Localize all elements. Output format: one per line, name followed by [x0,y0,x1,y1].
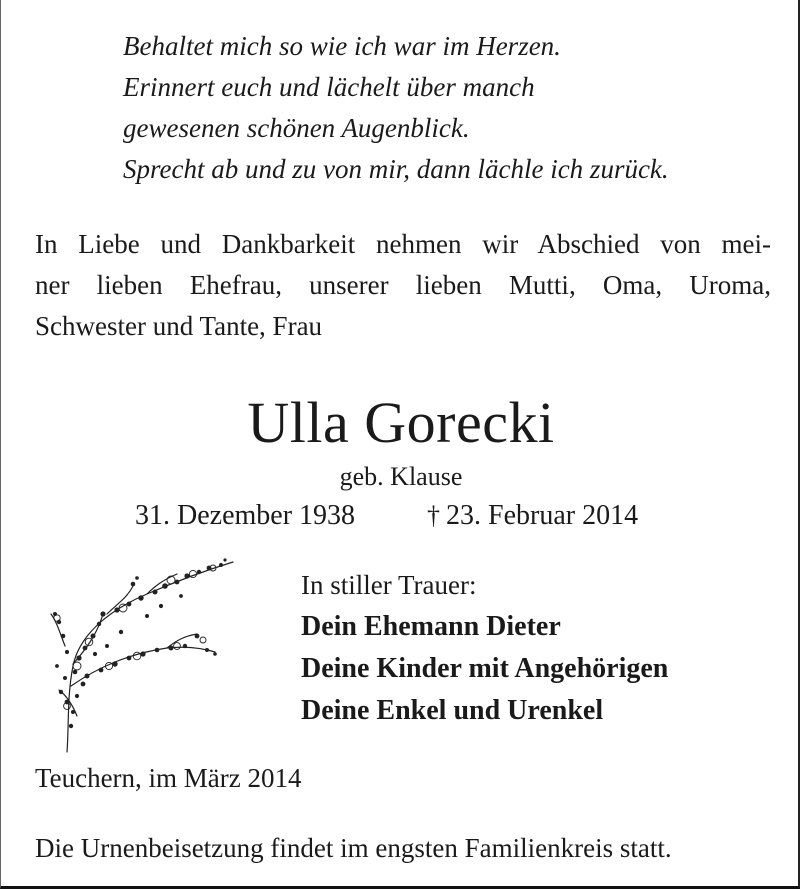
memorial-poem [123,26,763,190]
death-date: 23. Februar 2014 [446,500,639,531]
poem-line: Sprecht ab und zu von mir, dann lächle ich zurück. [123,154,669,184]
cross-icon: † [427,501,440,530]
mourner-line: Deine Kinder mit Angehörigen [301,653,669,684]
poem-line: Behaltet mich so wie ich war im Herzen. [123,31,561,61]
mourner-line: Dein Ehemann Dieter [301,611,561,642]
birth-date: 31. Dezember 1938 [135,500,356,531]
burial-note: Die Urnenbeisetzung findet im engsten Familienkreis statt. [35,833,672,863]
poem-line: gewesenen schönen Augenblick. [123,113,470,143]
mourners-block [301,564,668,732]
death-date-group [427,498,638,534]
flowering-branch-icon [37,556,237,756]
farewell-text [35,224,771,347]
birth-name: geb. Klause [339,462,463,491]
mourner-line: Deine Enkel und Urenkel [301,695,604,726]
place-date: Teuchern, im März 2014 [35,763,302,793]
farewell-line: ner lieben Ehefrau, unserer lieben Mutti, Oma, Uroma, [35,270,771,300]
deceased-name: Ulla Gorecki [247,390,555,455]
farewell-line: In Liebe und Dankbarkeit nehmen wir Abschied von mei- [35,229,771,259]
poem-line: Erinnert euch und lächelt über manch [123,72,535,102]
mourners-heading: In stiller Trauer: [301,570,477,600]
farewell-line: Schwester und Tante, Frau [35,311,323,341]
